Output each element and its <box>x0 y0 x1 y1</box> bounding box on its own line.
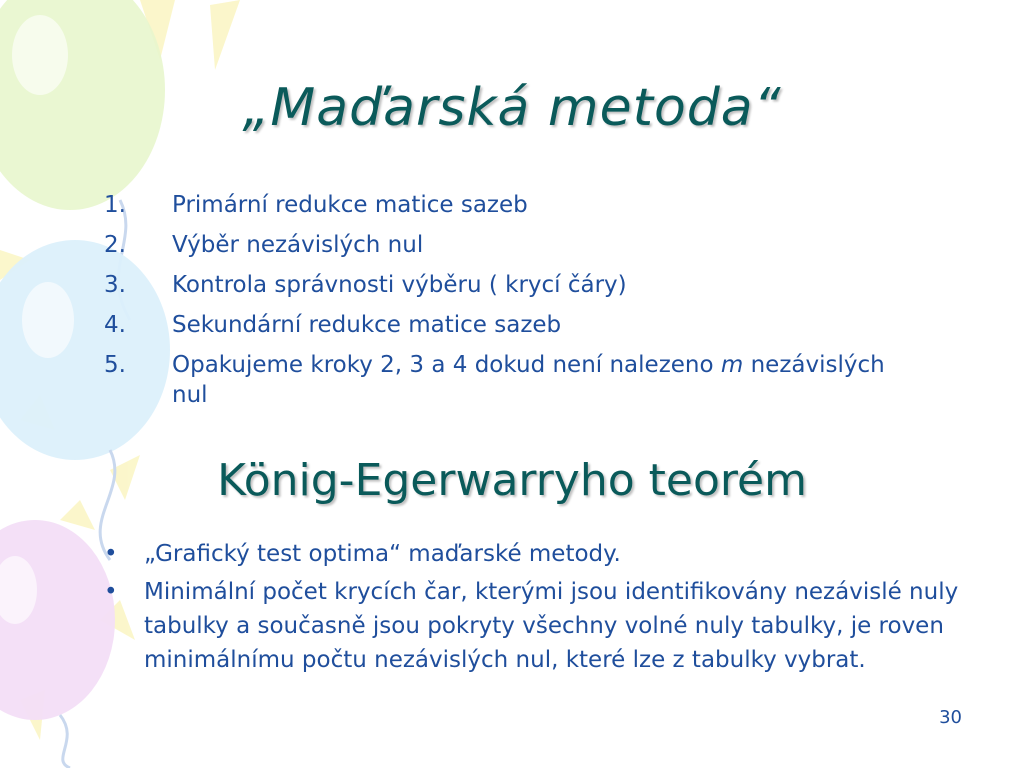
steps-list <box>104 190 924 420</box>
bullet-text: „Grafický test optima“ maďarské metody. <box>144 541 621 567</box>
list-item <box>104 310 924 340</box>
list-number: 4. <box>104 312 126 338</box>
section-heading: König-Egerwarryho teorém <box>217 455 807 506</box>
list-text <box>172 350 924 410</box>
list-item <box>104 190 924 220</box>
list-number: 1. <box>104 192 126 218</box>
list-text-start: Opakujeme kroky 2, 3 a 4 dokud není nalezeno <box>172 352 721 378</box>
slide-title: „Maďarská metoda“ <box>242 78 782 138</box>
list-text: Sekundární redukce matice sazeb <box>172 312 562 338</box>
bullet-icon: • <box>104 541 118 567</box>
list-item <box>104 350 924 410</box>
bullet-item <box>104 537 964 571</box>
list-number: 5. <box>104 352 126 378</box>
bullet-list <box>104 537 964 681</box>
list-number: 3. <box>104 272 126 298</box>
list-text-end: nezávislých nul <box>172 352 885 408</box>
list-text: Kontrola správnosti výběru ( krycí čáry) <box>172 272 627 298</box>
bullet-item <box>104 575 964 677</box>
list-text: Primární redukce matice sazeb <box>172 192 528 218</box>
list-number: 2. <box>104 232 126 258</box>
list-text-italic: m <box>720 352 744 378</box>
bullet-icon: • <box>104 579 118 605</box>
page-number: 30 <box>939 707 962 728</box>
list-text: Výběr nezávislých nul <box>172 232 424 258</box>
list-item <box>104 270 924 300</box>
list-item <box>104 230 924 260</box>
bullet-text: Minimální počet krycích čar, kterými jsou identifikovány nezávislé nuly tabulky a současně jsou pokryty všechny volné nuly tabulky, je roven minimálnímu počtu nezávislých nul, které lze z tabulky vybrat. <box>144 579 959 673</box>
